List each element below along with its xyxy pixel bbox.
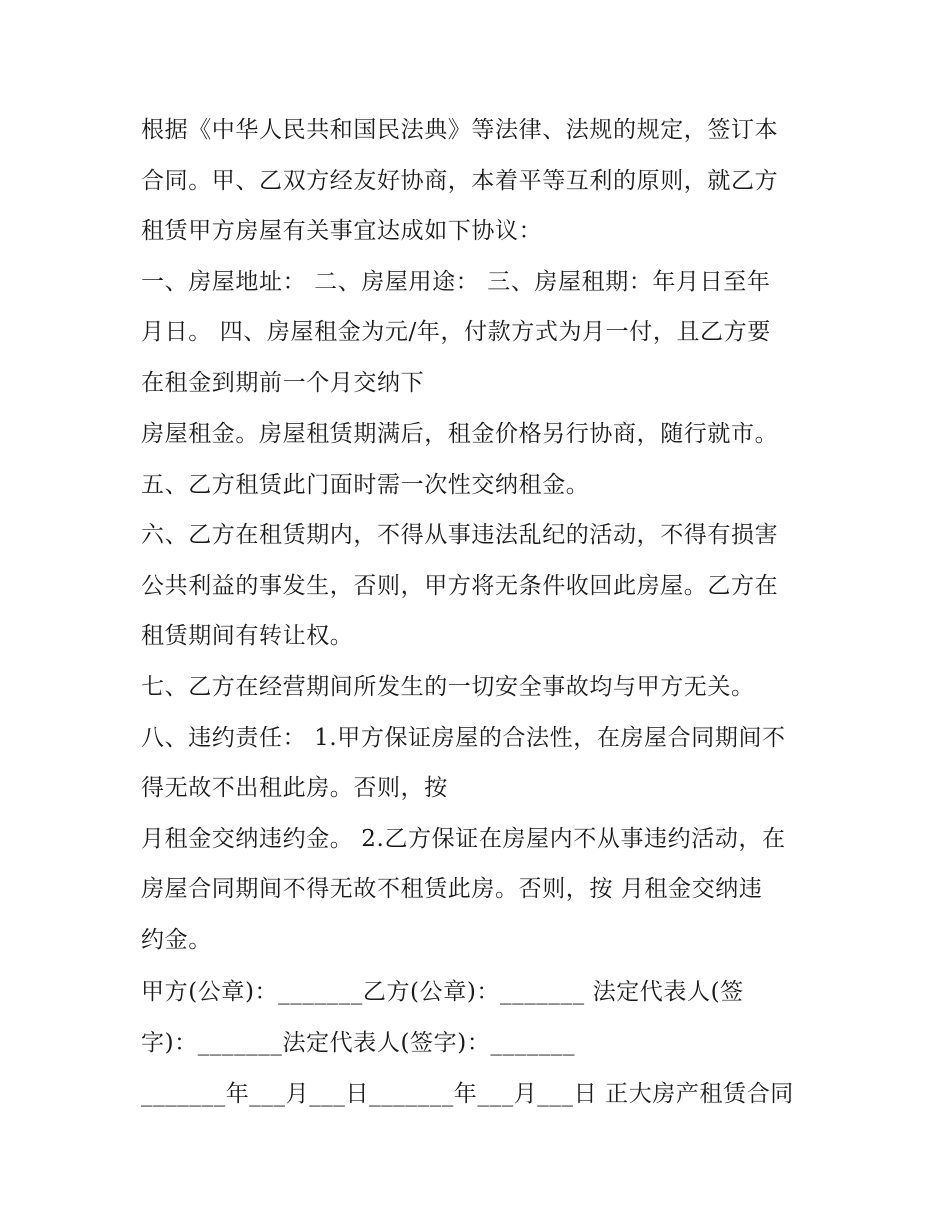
text-line: 五、乙方租赁此门面时需一次性交纳租金。	[141, 472, 590, 498]
text-line: 约金。	[141, 927, 212, 953]
text-line: 得无故不出租此房。否则，按	[141, 775, 448, 801]
text-line: 房屋租金。房屋租赁期满后，租金价格另行协商，随行就市。	[141, 421, 779, 447]
text-line: 七、乙方在经营期间所发生的一切安全事故均与甲方无关。	[141, 674, 755, 700]
text-line: 根据《中华人民共和国民法典》等法律、法规的规定，签订本	[141, 117, 779, 143]
text-line: 八、违约责任： 1.甲方保证房屋的合法性，在房屋合同期间不	[141, 725, 786, 751]
text-line: 月租金交纳违约金。 2.乙方保证在房屋内不从事违约活动，在	[141, 826, 786, 852]
text-line: 六、乙方在租赁期内，不得从事违法乱纪的活动，不得有损害	[141, 522, 779, 548]
text-line: 合同。甲、乙双方经友好协商，本着平等互利的原则，就乙方	[141, 168, 779, 194]
text-line: 公共利益的事发生，否则，甲方将无条件收回此房屋。乙方在	[141, 573, 779, 599]
text-line: 在租金到期前一个月交纳下	[141, 370, 425, 396]
text-line: 月日。 四、房屋租金为元/年，付款方式为月一付，且乙方要	[141, 319, 771, 345]
text-line: 租赁期间有转让权。	[141, 623, 354, 649]
text-line: 一、房屋地址： 二、房屋用途： 三、房屋租期：年月日至年	[141, 269, 771, 295]
text-line: _______年___月___日_______年___月___日 正大房产租赁合同	[141, 1081, 794, 1107]
text-line: 甲方(公章)：_______乙方(公章)：_______ 法定代表人(签	[141, 979, 744, 1005]
text-line: 字)：_______法定代表人(签字)：_______	[141, 1030, 576, 1056]
text-line: 租赁甲方房屋有关事宜达成如下协议：	[141, 218, 543, 244]
text-line: 房屋合同期间不得无故不租赁此房。否则，按 月租金交纳违	[141, 876, 763, 902]
